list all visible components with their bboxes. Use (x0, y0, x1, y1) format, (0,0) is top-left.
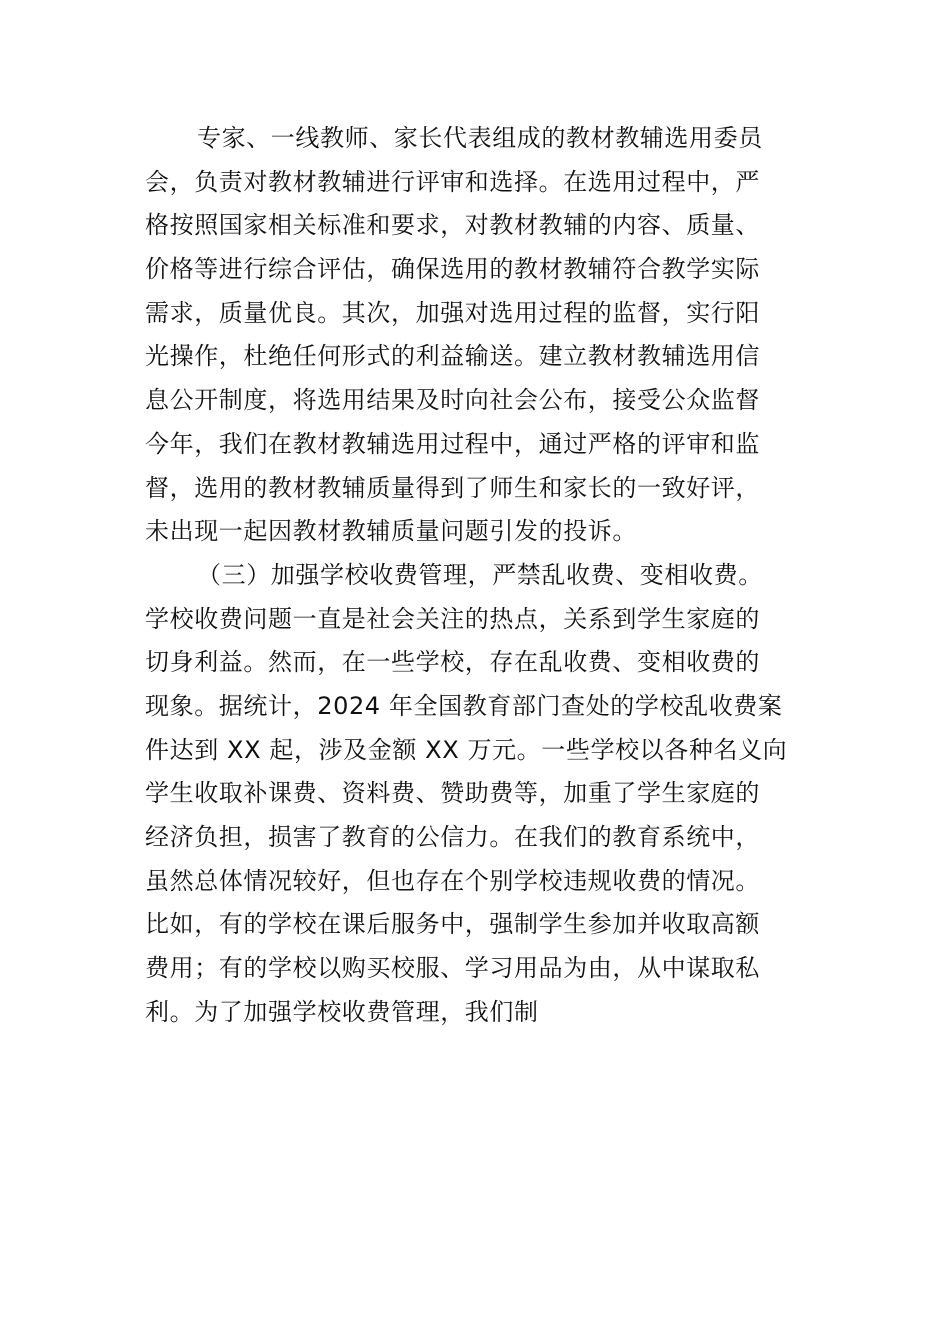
text-line: 切身利益。然而，在一些学校，存在乱收费、变相收费的 (145, 648, 760, 677)
text-line: 需求，质量优良。其次，加强对选用过程的监督，实行阳 (145, 298, 760, 327)
text-line: 学生收取补课费、资料费、赞助费等，加重了学生家庭的 (145, 779, 760, 808)
text-line: 专家、一线教师、家长代表组成的教材教辅选用委员 (197, 124, 763, 152)
text-line: 会，负责对教材教辅进行评审和选择。在选用过程中，严 (145, 167, 760, 196)
text-line: 费用；有的学校以购买校服、学习用品为由，从中谋取私 (145, 954, 760, 983)
text-line: 比如，有的学校在课后服务中，强制学生参加并收取高额 (145, 910, 760, 939)
text-line: 利。为了加强学校收费管理，我们制 (145, 997, 539, 1026)
body-text (145, 117, 810, 1034)
text-line: 息公开制度，将选用结果及时向社会公布，接受公众监督 (145, 386, 760, 415)
text-line: 价格等进行综合评估，确保选用的教材教辅符合教学实际 (145, 255, 760, 284)
text-line: 经济负担，损害了教育的公信力。在我们的教育系统中， (145, 823, 760, 851)
text-line: 现象。据统计，2024 年全国教育部门查处的学校乱收费案 (145, 691, 783, 720)
text-line: 未出现一起因教材教辅质量问题引发的投诉。 (145, 517, 637, 546)
text-line: 格按照国家相关标准和要求，对教材教辅的内容、质量、 (145, 211, 760, 240)
text-line: 虽然总体情况较好，但也存在个别学校违规收费的情况。 (145, 866, 760, 895)
text-line: 光操作，杜绝任何形式的利益输送。建立教材教辅选用信 (145, 342, 760, 371)
text-line: 学校收费问题一直是社会关注的热点，关系到学生家庭的 (145, 604, 760, 633)
section-heading: （三）加强学校收费管理，严禁乱收费、变相收费。 (197, 560, 763, 589)
text-line: 今年，我们在教材教辅选用过程中，通过严格的评审和监 (145, 429, 760, 458)
text-line: 件达到 XX 起，涉及金额 XX 万元。一些学校以各种名义向 (145, 735, 788, 764)
text-line: 督，选用的教材教辅质量得到了师生和家长的一致好评， (145, 473, 760, 502)
